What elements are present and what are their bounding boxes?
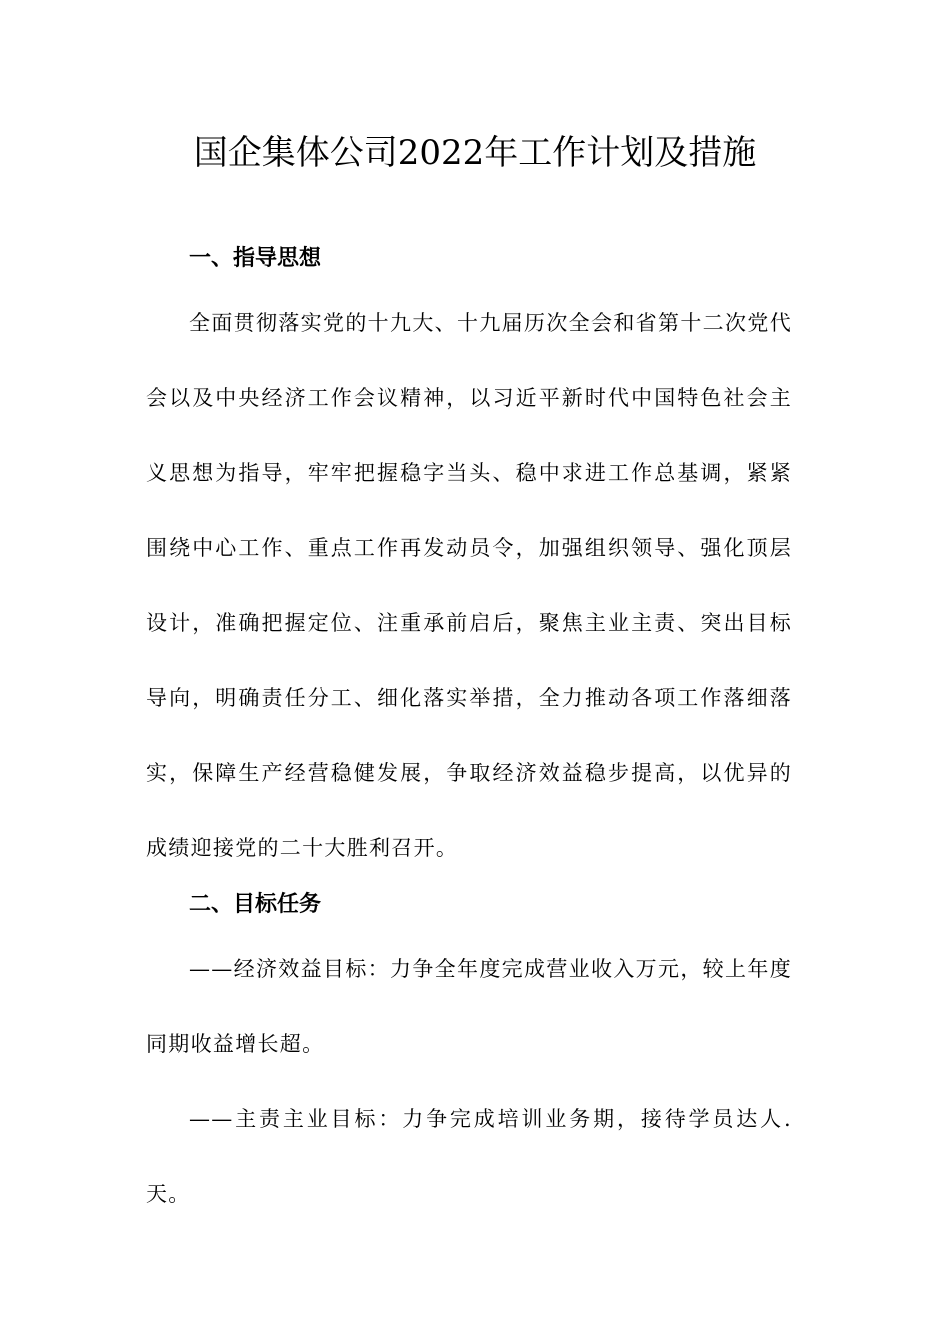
paragraph-economic-benefit-goal: ——经济效益目标：力争全年度完成营业收入万元，较上年度同期收益增长超。 bbox=[146, 957, 792, 1056]
section-heading-goals-tasks: 二、目标任务 bbox=[189, 892, 322, 917]
document-title: 国企集体公司2022年工作计划及措施 bbox=[193, 133, 757, 173]
paragraph-main-business-goal: ——主责主业目标：力争完成培训业务期，接待学员达人.天。 bbox=[146, 1107, 792, 1206]
section-heading-guiding-ideology: 一、指导思想 bbox=[189, 246, 322, 271]
section-paragraph-guiding-ideology: 全面贯彻落实党的十九大、十九届历次全会和省第十二次党代会以及中央经济工作会议精神，以习近平新时代中国特色社会主义思想为指导，牢牢把握稳字当头、稳中求进工作总基调，紧紧围绕中心工作、重点工作再发动员令，加强组织领导、强化顶层设计，准确把握定位、注重承前启后，聚焦主业主责、突出目标导向，明确责任分工、细化落实举措，全力推动各项工作落细落实，保障生产经营稳健发展，争取经济效益稳步提高，以优异的成绩迎接党的二十大胜利召开。 bbox=[146, 311, 792, 860]
